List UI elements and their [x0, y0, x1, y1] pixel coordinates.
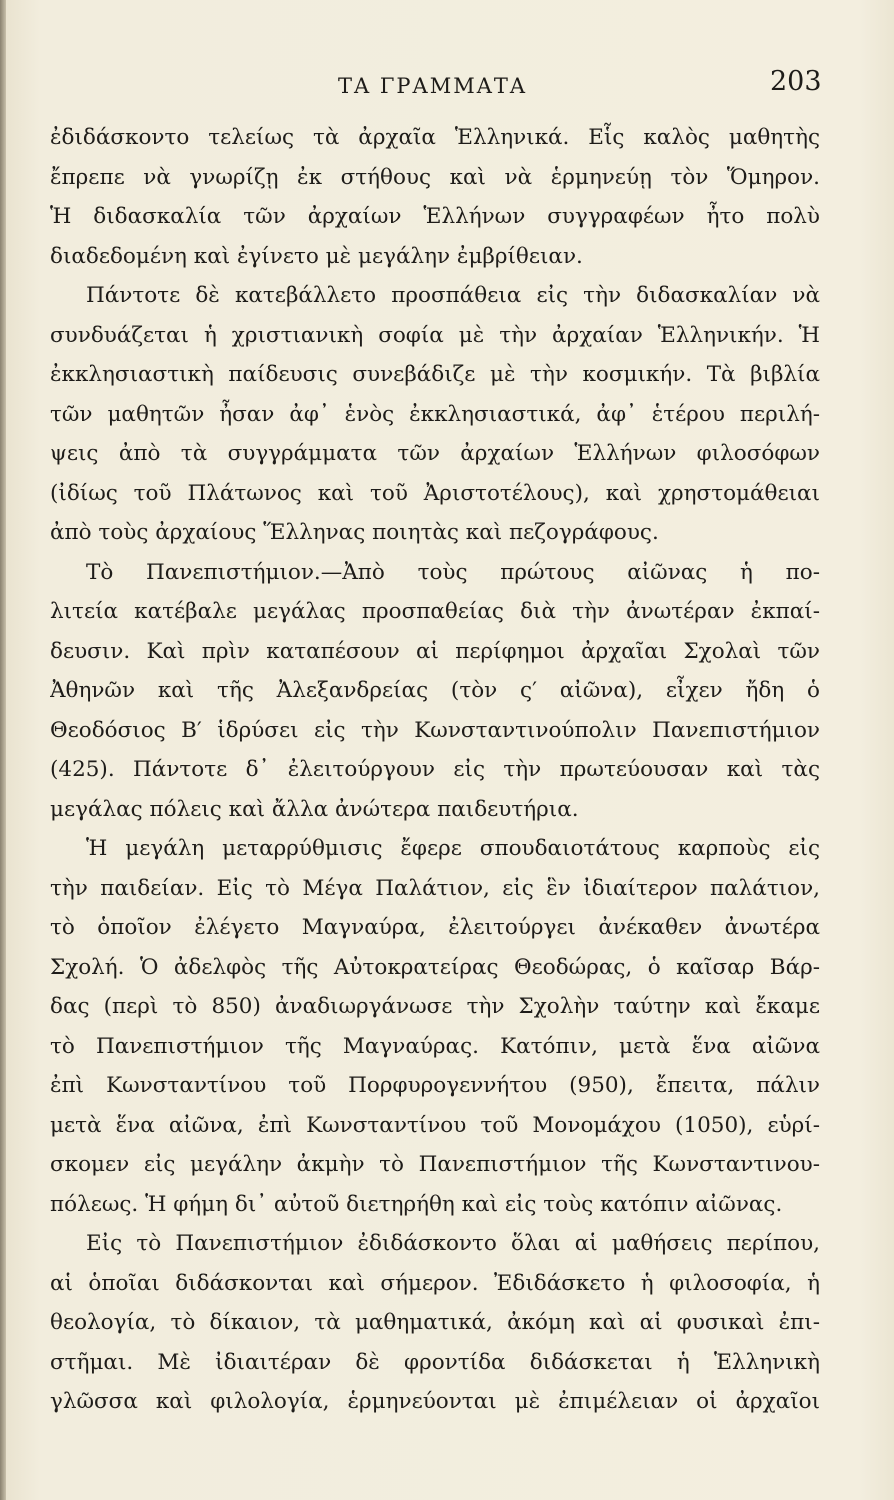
text-line: ἐκκλησιαστικὴ παίδευσις συνεβάδιζε μὲ τὴν κοσμικήν. Τὰ βιβλία [50, 362, 820, 387]
text-line: ἔπρεπε νὰ γνωρίζῃ ἐκ στήθους καὶ νὰ ἑρμηνεύῃ τὸν Ὅμηρον. [50, 164, 820, 190]
section-heading-line: Τὸ Πανεπιστήμιον.—Ἀπὸ τοὺς πρώτους αἰῶνας ἡ πο- [86, 559, 820, 585]
text-line: διαδεδομένη καὶ ἐγίνετο μὲ μεγάλην ἐμβρίθειαν. [50, 243, 583, 269]
text-line: Ἡ διδασκαλία τῶν ἀρχαίων Ἑλλήνων συγγραφέων ἦτο πολὺ [50, 204, 820, 229]
page-header [0, 66, 894, 106]
text-line: δας (περὶ τὸ 850) ἀναδιωργάνωσε τὴν Σχολὴν ταύτην καὶ ἔκαμε [50, 994, 820, 1019]
text-line: τὸ Πανεπιστήμιον τῆς Μαγναύρας. Κατόπιν, μετὰ ἕνα αἰῶνα [50, 1033, 820, 1059]
text-line: (ἰδίως τοῦ Πλάτωνος καὶ τοῦ Ἀριστοτέλους), καὶ χρηστομάθειαι [50, 480, 820, 506]
text-line: (425). Πάντοτε δ᾽ ἐλειτούργουν εἰς τὴν πρωτεύουσαν καὶ τὰς [50, 757, 820, 782]
text-line: μετὰ ἕνα αἰῶνα, ἐπὶ Κωνσταντίνου τοῦ Μονομάχου (1050), εὑρί- [50, 1112, 820, 1138]
page-number: 203 [770, 66, 822, 97]
running-head: ΤΑ ΓΡΑΜΜΑΤΑ [338, 74, 528, 98]
body-text [50, 118, 820, 1422]
text-line: γλῶσσα καὶ φιλολογία, ἑρμηνεύονται μὲ ἐπιμέλειαν οἱ ἀρχαῖοι [50, 1389, 820, 1414]
text-line: Εἰς τὸ Πανεπιστήμιον ἐδιδάσκοντο ὅλαι αἱ μαθήσεις περίπου, [86, 1231, 820, 1256]
text-line: σκομεν εἰς μεγάλην ἀκμὴν τὸ Πανεπιστήμιον τῆς Κωνσταντινου- [50, 1152, 820, 1177]
text-line: δευσιν. Καὶ πρὶν καταπέσουν αἱ περίφημοι ἀρχαῖαι Σχολαὶ τῶν [50, 638, 820, 664]
text-line: πόλεως. Ἡ φήμη δι᾽ αὐτοῦ διετηρήθη καὶ εἰς τοὺς κατόπιν αἰῶνας. [50, 1191, 783, 1217]
text-line: στῆμαι. Μὲ ἰδιαιτέραν δὲ φροντίδα διδάσκεται ἡ Ἑλληνικὴ [50, 1349, 820, 1375]
text-line: τὴν παιδείαν. Εἰς τὸ Μέγα Παλάτιον, εἰς ἓν ἰδιαίτερον παλάτιον, [50, 875, 820, 901]
text-line: ἐδιδάσκοντο τελείως τὰ ἀρχαῖα Ἑλληνικά. Εἷς καλὸς μαθητὴς [50, 125, 820, 150]
text-line: μεγάλας πόλεις καὶ ἄλλα ἀνώτερα παιδευτήρια. [50, 796, 579, 822]
text-line: τὸ ὁποῖον ἐλέγετο Μαγναύρα, ἐλειτούργει ἀνέκαθεν ἀνωτέρα [50, 915, 820, 940]
text-line: θεολογία, τὸ δίκαιον, τὰ μαθηματικά, ἀκόμη καὶ αἱ φυσικαὶ ἐπι- [50, 1310, 820, 1335]
text-line: ἐπὶ Κωνσταντίνου τοῦ Πορφυρογεννήτου (950), ἔπειτα, πάλιν [50, 1073, 820, 1098]
text-line: Σχολή. Ὁ ἀδελφὸς τῆς Αὐτοκρατείρας Θεοδώρας, ὁ καῖσαρ Βάρ- [50, 954, 820, 980]
text-line: συνδυάζεται ἡ χριστιανικὴ σοφία μὲ τὴν ἀρχαίαν Ἑλληνικήν. Ἡ [50, 322, 820, 348]
text-line: Ἀθηνῶν καὶ τῆς Ἀλεξανδρείας (τὸν ς′ αἰῶνα), εἶχεν ἤδη ὁ [50, 678, 820, 703]
text-line: Πάντοτε δὲ κατεβάλλετο προσπάθεια εἰς τὴν διδασκαλίαν νὰ [86, 283, 820, 308]
text-line: ψεις ἀπὸ τὰ συγγράμματα τῶν ἀρχαίων Ἑλλήνων φιλοσόφων [50, 441, 820, 466]
page-binding-edge [0, 0, 6, 1500]
text-line: αἱ ὁποῖαι διδάσκονται καὶ σήμερον. Ἐδιδάσκετο ἡ φιλοσοφία, ἡ [50, 1270, 820, 1296]
text-line: τῶν μαθητῶν ἦσαν ἀφ᾽ ἑνὸς ἐκκλησιαστικά, ἀφ᾽ ἑτέρου περιλή- [50, 401, 820, 427]
text-line: ἀπὸ τοὺς ἀρχαίους Ἕλληνας ποιητὰς καὶ πεζογράφους. [50, 520, 659, 545]
text-line: Θεοδόσιος Β′ ἱδρύσει εἰς τὴν Κωνσταντινούπολιν Πανεπιστήμιον [50, 717, 820, 743]
text-line: λιτεία κατέβαλε μεγάλας προσπαθείας διὰ τὴν ἀνωτέραν ἐκπαί- [50, 599, 820, 624]
text-line: Ἡ μεγάλη μεταρρύθμισις ἔφερε σπουδαιοτάτους καρποὺς εἰς [86, 836, 820, 861]
